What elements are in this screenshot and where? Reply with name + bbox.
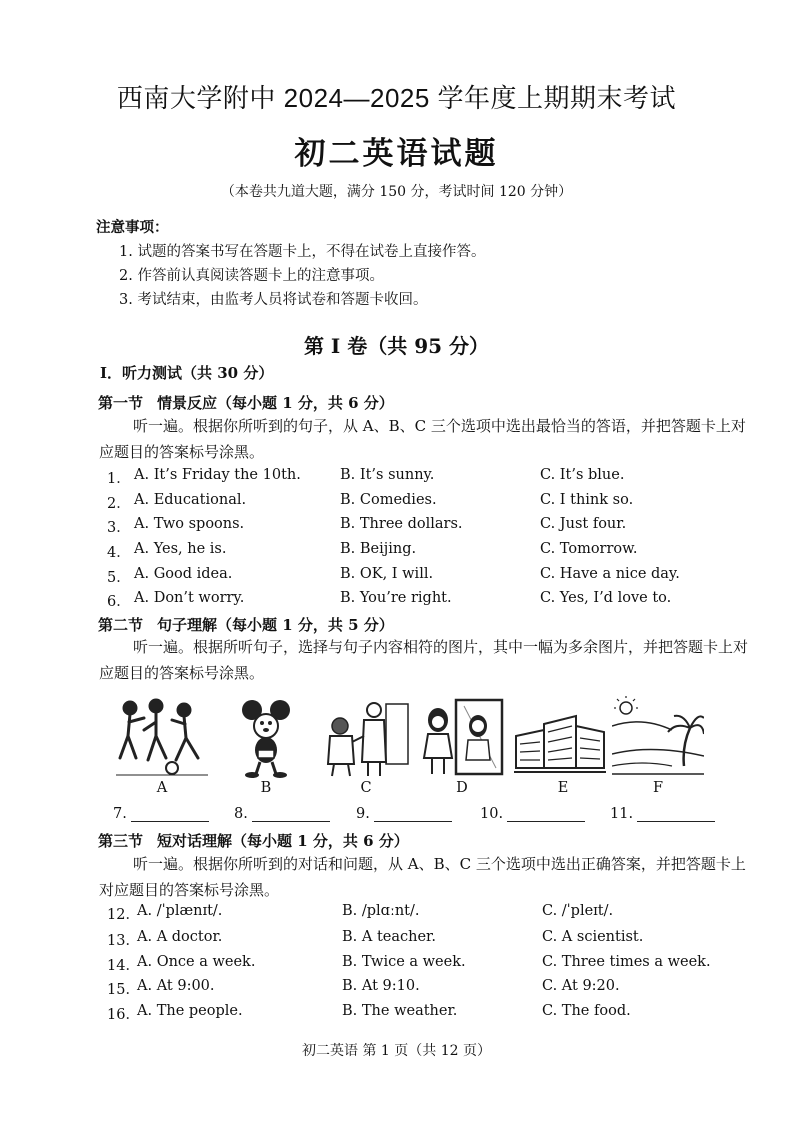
option-b: B. /plɑːnt/.	[342, 903, 420, 919]
blank-number: 7.	[113, 806, 127, 822]
option-a: A. Good idea.	[134, 566, 233, 582]
question-number: 4．	[107, 545, 131, 561]
subject-title: 初二英语试题	[294, 136, 499, 172]
question-row	[0, 929, 793, 951]
answer-blank[interactable]	[113, 806, 209, 822]
beach-image	[612, 696, 704, 778]
question-number: 1．	[107, 471, 131, 487]
blank-number: 11.	[610, 806, 634, 822]
question-number: 14．	[107, 958, 140, 974]
answer-blank[interactable]	[234, 806, 330, 822]
section1-heading	[98, 392, 394, 413]
option-c: C. Have a nice day.	[540, 566, 680, 582]
section-heading: I．听力测试（共 30 分）	[100, 364, 274, 382]
question-row	[0, 903, 793, 925]
option-c: C. The food.	[542, 1003, 631, 1019]
section1-name: 情景反应（每小题 1 分，共 6 分）	[157, 394, 394, 412]
page-footer: 初二英语 第 1 页（共 12 页）	[302, 1043, 491, 1059]
girl-mirror-image	[418, 696, 510, 778]
blank-line[interactable]	[131, 807, 209, 822]
option-b: B. Twice a week.	[342, 954, 466, 970]
blank-line[interactable]	[637, 807, 715, 822]
soccer-players-image	[116, 696, 208, 778]
option-c: C. Three times a week.	[542, 954, 711, 970]
notes-heading: 注意事项：	[96, 219, 169, 236]
doctor-patient-image	[320, 696, 412, 778]
blank-number: 9.	[356, 806, 370, 822]
picture-label: E	[557, 780, 569, 796]
blank-number: 10.	[480, 806, 504, 822]
option-b: B. OK, I will.	[340, 566, 434, 582]
option-b: B. It’s sunny.	[340, 467, 435, 483]
section3-heading	[98, 830, 409, 851]
section3-name: 短对话理解（每小题 1 分，共 6 分）	[157, 832, 409, 850]
blank-line[interactable]	[507, 807, 585, 822]
option-a: A. Educational.	[134, 492, 247, 508]
school-title: 西南大学附中 2024—2025 学年度上期期末考试	[116, 83, 677, 113]
question-row	[0, 492, 793, 514]
question-number: 12．	[107, 907, 140, 923]
section1-instructions: 听一遍。根据你所听到的句子，从 A、B、C 三个选项中选出最恰当的答语，并把答题卡上对应题目的答案标号涂黑。	[99, 417, 746, 461]
option-a: A. It’s Friday the 10th.	[134, 467, 301, 483]
section2-instructions: 听一遍。根据所听句子，选择与句子内容相符的图片，其中一幅为多余图片，并把答题卡上对应题目的答案标号涂黑。	[99, 638, 749, 682]
part-title: 第 I 卷（共 95 分）	[303, 334, 490, 358]
question-row	[0, 590, 793, 612]
option-b: B. A teacher.	[342, 929, 436, 945]
cartoon-mouse-image	[220, 696, 312, 778]
question-number: 16．	[107, 1007, 140, 1023]
buildings-image	[514, 696, 606, 778]
option-a: A. Don’t worry.	[134, 590, 245, 606]
section2-name: 句子理解（每小题 1 分，共 5 分）	[157, 616, 394, 634]
option-b: B. Three dollars.	[340, 516, 463, 532]
option-c: C. At 9:20.	[542, 978, 620, 994]
note-item: 1. 试题的答案书写在答题卡上，不得在试卷上直接作答。	[119, 244, 486, 260]
option-c: C. Tomorrow.	[540, 541, 638, 557]
option-a: A. Once a week.	[137, 954, 256, 970]
question-row	[0, 467, 793, 489]
picture-label: B	[260, 780, 272, 796]
section2-head: 第二节	[98, 616, 144, 634]
option-a: A. The people.	[137, 1003, 243, 1019]
question-row	[0, 566, 793, 588]
question-number: 15．	[107, 982, 140, 998]
option-a: A. Two spoons.	[134, 516, 245, 532]
question-number: 3．	[107, 520, 131, 536]
section2-heading	[98, 614, 394, 635]
option-b: B. You’re right.	[340, 590, 452, 606]
question-number: 13．	[107, 933, 140, 949]
option-c: C. A scientist.	[542, 929, 644, 945]
blank-line[interactable]	[374, 807, 452, 822]
picture-label: F	[652, 780, 664, 796]
note-item: 3. 考试结束，由监考人员将试卷和答题卡收回。	[119, 292, 428, 308]
option-c: C. Yes, I’d love to.	[540, 590, 672, 606]
question-number: 2．	[107, 496, 131, 512]
question-row	[0, 1003, 793, 1025]
option-b: B. Comedies.	[340, 492, 437, 508]
exam-info: （本卷共九道大题，满分 150 分，考试时间 120 分钟）	[220, 184, 573, 200]
answer-blank[interactable]	[480, 806, 585, 822]
blank-line[interactable]	[252, 807, 330, 822]
blank-number: 8.	[234, 806, 248, 822]
question-row	[0, 954, 793, 976]
picture-label: D	[456, 780, 468, 796]
option-b: B. At 9:10.	[342, 978, 420, 994]
option-c: C. It’s blue.	[540, 467, 625, 483]
option-a: A. /ˈplænɪt/.	[137, 903, 223, 919]
section3-instructions: 听一遍。根据你所听到的对话和问题，从 A、B、C 三个选项中选出正确答案，并把答题卡上对应题目的答案标号涂黑。	[99, 855, 746, 899]
option-a: A. A doctor.	[137, 929, 223, 945]
question-row	[0, 978, 793, 1000]
question-number: 5．	[107, 570, 131, 586]
answer-blank[interactable]	[356, 806, 452, 822]
answer-blank[interactable]	[610, 806, 715, 822]
picture-label: A	[156, 780, 168, 796]
option-a: A. At 9:00.	[137, 978, 215, 994]
section1-head: 第一节	[98, 394, 144, 412]
option-b: B. Beijing.	[340, 541, 417, 557]
question-number: 6．	[107, 594, 131, 610]
picture-label: C	[360, 780, 372, 796]
option-c: C. I think so.	[540, 492, 634, 508]
question-row	[0, 541, 793, 563]
option-b: B. The weather.	[342, 1003, 458, 1019]
option-c: C. Just four.	[540, 516, 627, 532]
option-c: C. /ˈpleɪt/.	[542, 903, 614, 919]
note-item: 2. 作答前认真阅读答题卡上的注意事项。	[119, 268, 384, 284]
option-a: A. Yes, he is.	[134, 541, 227, 557]
section3-head: 第三节	[98, 832, 144, 850]
question-row	[0, 516, 793, 538]
